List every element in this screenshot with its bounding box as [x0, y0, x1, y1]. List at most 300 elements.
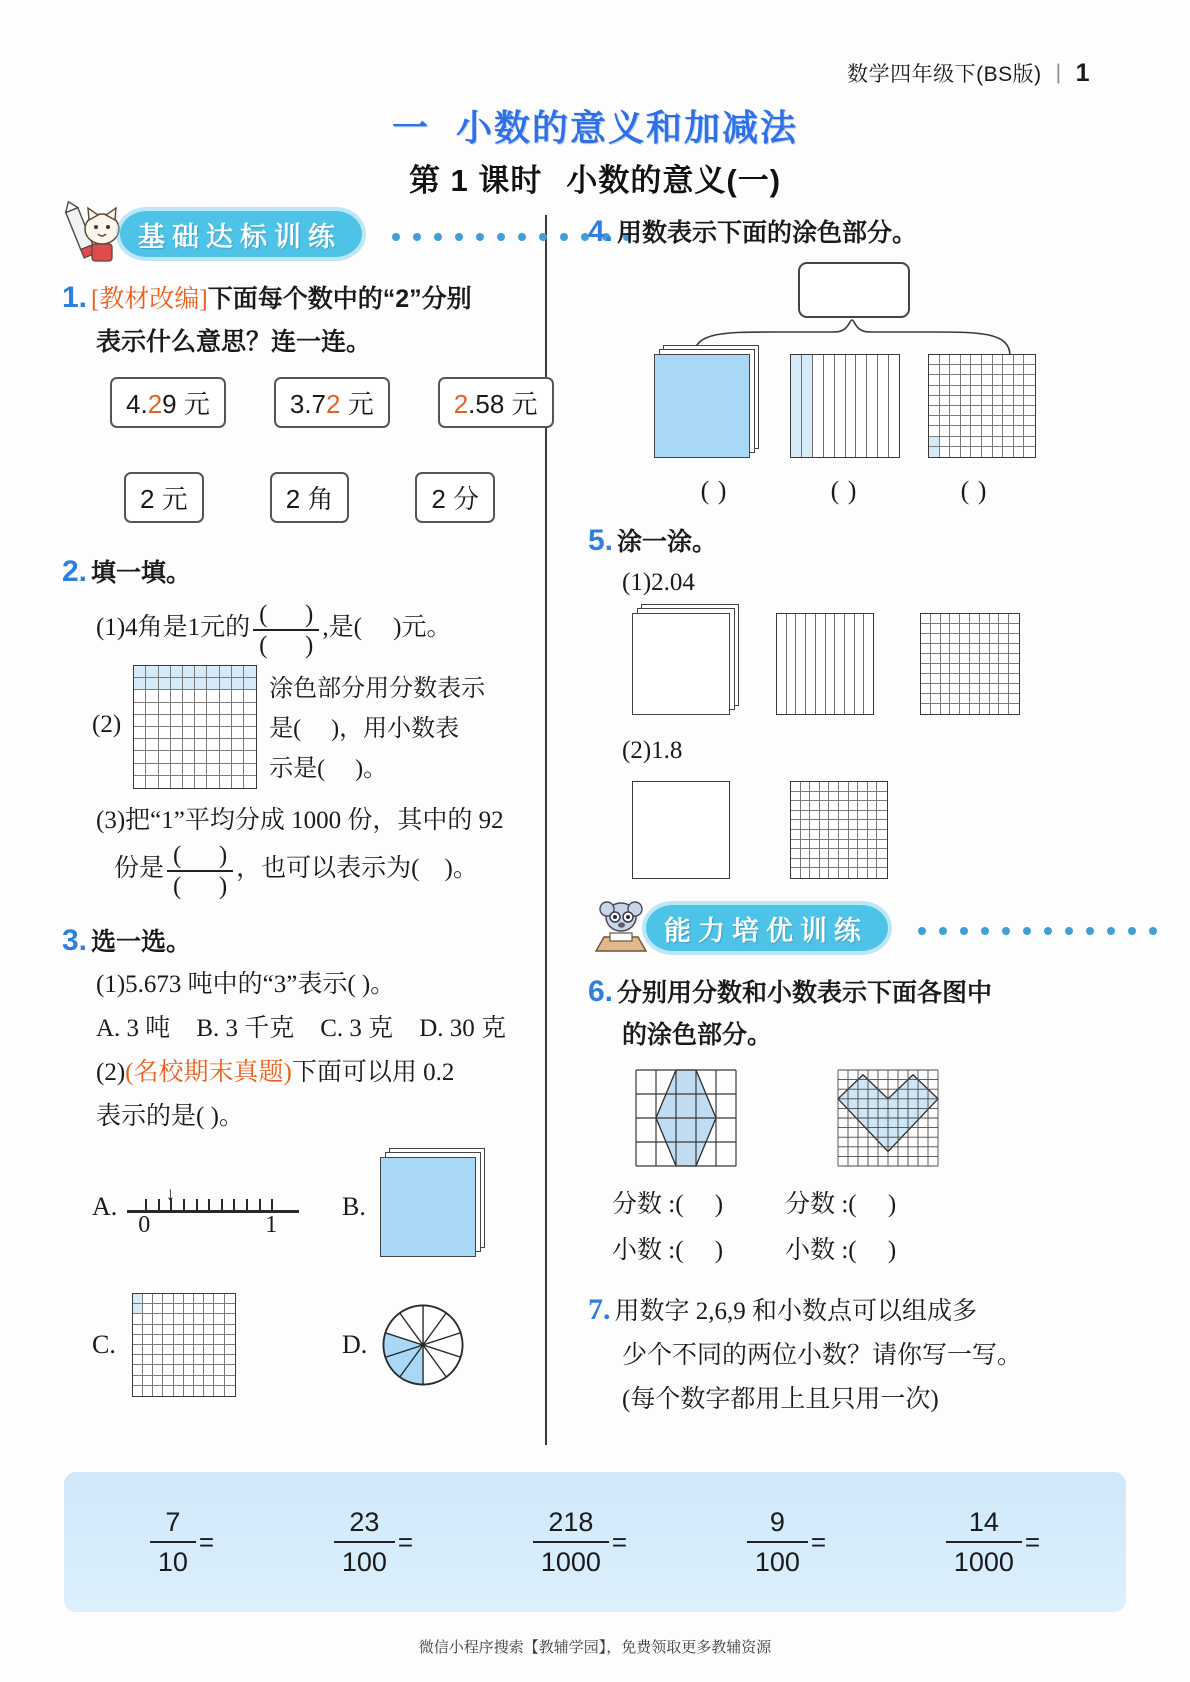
grid-cell	[244, 727, 256, 739]
fraction-blank[interactable]: $\frac{( )}{( )}$	[167, 843, 233, 900]
grid-cell	[941, 664, 951, 674]
fraction-blank[interactable]: $\frac{( )}{( )}$	[253, 602, 319, 659]
grid-cell	[1009, 684, 1019, 694]
grid-cell	[232, 703, 244, 715]
grid-cell	[134, 764, 146, 776]
grid-cell	[940, 416, 951, 426]
grid-strip	[864, 614, 873, 714]
grid-cell	[858, 782, 868, 792]
grid-cell	[982, 437, 993, 447]
grid-cell	[877, 859, 887, 869]
grid-cell	[174, 1376, 184, 1386]
footer-fraction[interactable]	[533, 1505, 627, 1579]
grid-cell	[990, 634, 1000, 644]
grid-cell	[244, 764, 256, 776]
grid-cell	[225, 1314, 235, 1324]
grid-cell	[877, 782, 887, 792]
grid-cell	[971, 365, 982, 375]
grid-cell	[868, 801, 878, 811]
grid-cell	[153, 1325, 163, 1335]
grid-cell	[960, 614, 970, 624]
grid-cell	[1024, 416, 1035, 426]
grid-cell	[1003, 437, 1014, 447]
figure-option-c[interactable]	[92, 1293, 342, 1397]
grid-cell	[961, 355, 972, 365]
grid-cell	[829, 859, 839, 869]
grid-cell	[820, 830, 830, 840]
grid-cell	[204, 1314, 214, 1324]
grid-cell	[244, 776, 256, 788]
grid-strip	[816, 614, 826, 714]
grid-cell	[849, 859, 859, 869]
value-box-highlight: 2	[326, 389, 341, 419]
grid-cell	[950, 704, 960, 714]
badge-dots	[918, 927, 1157, 935]
grid-cell	[214, 1335, 224, 1345]
question-7	[588, 1288, 1058, 1422]
grid-cell	[791, 811, 801, 821]
grid-cell	[990, 614, 1000, 624]
grid-cell	[1003, 426, 1014, 436]
grid-cell	[921, 644, 931, 654]
grid-cell	[858, 868, 868, 878]
grid-cell	[194, 1335, 204, 1345]
question-5-part1-label: (1)2.04	[622, 569, 695, 596]
figure-option-d[interactable]	[342, 1293, 469, 1397]
grid-cell	[194, 1355, 204, 1365]
answer-blank[interactable]: ( )	[830, 476, 858, 505]
grid-cell	[820, 811, 830, 821]
grid-cell	[207, 678, 219, 690]
grid-cell	[829, 792, 839, 802]
grid-cell	[134, 727, 146, 739]
footer-fraction[interactable]	[747, 1505, 826, 1579]
grid-cell	[971, 386, 982, 396]
question-4	[588, 211, 1058, 506]
grid-cell	[204, 1325, 214, 1335]
grid-cell	[1003, 355, 1014, 365]
grid-cell	[159, 727, 171, 739]
grid-cell	[950, 654, 960, 664]
answer-box[interactable]	[798, 262, 910, 318]
grid-cell	[184, 1294, 194, 1304]
grid-cell	[810, 792, 820, 802]
grid-cell	[220, 764, 232, 776]
grid-cell	[1009, 634, 1019, 644]
grid-cell	[940, 375, 951, 385]
grid-cell	[858, 830, 868, 840]
figure-option-b[interactable]	[342, 1157, 476, 1257]
tick-mark	[145, 1199, 147, 1211]
grid-cell	[931, 624, 941, 634]
square-stack-blank-icon[interactable]	[632, 613, 730, 715]
question-2-title-wrap	[62, 551, 532, 594]
lesson-name: 小数的意义(一)	[566, 163, 782, 198]
grid-cell	[207, 727, 219, 739]
grid-cell	[858, 849, 868, 859]
grid-cell	[791, 782, 801, 792]
answer-blank[interactable]: ( )	[960, 476, 988, 505]
grid-cell	[143, 1294, 153, 1304]
header-separator: |	[1055, 61, 1062, 84]
grid-cell	[174, 1304, 184, 1314]
question-5-part1-figures	[632, 613, 1058, 715]
footer-fraction[interactable]	[150, 1505, 214, 1579]
grid-cell	[1003, 375, 1014, 385]
equals-sign: =	[611, 1526, 628, 1557]
question-6-number: 6.	[588, 975, 614, 1008]
option-c[interactable]: C. 3 克	[320, 1015, 394, 1042]
fraction-answer-close[interactable]: )	[887, 1191, 897, 1218]
grid-cell	[220, 727, 232, 739]
question-6-figures	[628, 1066, 1058, 1170]
grid-cell	[791, 849, 801, 859]
section-header-advanced	[588, 899, 1058, 965]
question-6-line1: 分别用分数和小数表示下面各图中	[617, 979, 993, 1007]
book-title: 数学四年级下(BS版)	[847, 63, 1042, 86]
blue-square-stack-icon	[380, 1157, 476, 1257]
grid-cell	[980, 664, 990, 674]
grid-cell	[849, 811, 859, 821]
grid-cell	[940, 437, 951, 447]
grid-cell	[940, 386, 951, 396]
grid-cell	[829, 868, 839, 878]
tick-mark	[271, 1199, 273, 1211]
grid-cell	[214, 1304, 224, 1314]
grid-cell	[999, 664, 1009, 674]
grid-cell	[171, 751, 183, 763]
question-7-line3: (每个数字都用上且只用一次)	[622, 1386, 939, 1413]
grid-cell	[993, 386, 1004, 396]
grid-cell	[1009, 664, 1019, 674]
grid-cell	[801, 811, 811, 821]
question-1-top-boxes	[110, 377, 538, 428]
grid-cell	[877, 868, 887, 878]
grid-cell	[801, 840, 811, 850]
grid-cell	[990, 664, 1000, 674]
grid-cell	[801, 849, 811, 859]
grid-cell	[929, 375, 940, 385]
fraction-answer-label: 分数 :(	[612, 1191, 684, 1218]
grid-cell	[791, 840, 801, 850]
grid-cell	[877, 820, 887, 830]
question-4-title-wrap	[588, 211, 1058, 254]
grid-cell	[960, 664, 970, 674]
grid-cell	[990, 654, 1000, 664]
grid-cell	[960, 644, 970, 654]
grid-cell	[950, 664, 960, 674]
grid-cell	[225, 1325, 235, 1335]
grid-cell	[839, 811, 849, 821]
grid-cell	[868, 859, 878, 869]
footer-fraction[interactable]	[946, 1505, 1040, 1579]
grid-cell	[225, 1355, 235, 1365]
fraction-numerator: 9	[747, 1505, 808, 1543]
grid-cell	[232, 751, 244, 763]
grid-cell	[220, 715, 232, 727]
grid-cell	[961, 406, 972, 416]
grid-cell	[810, 868, 820, 878]
value-box[interactable]	[438, 377, 554, 428]
grid-cell	[950, 406, 961, 416]
grid-cell	[184, 1304, 194, 1314]
grid-cell	[791, 830, 801, 840]
grid-cell	[999, 624, 1009, 634]
grid-cell	[174, 1294, 184, 1304]
grid-cell	[971, 426, 982, 436]
decimal-answer-close[interactable]: )	[887, 1237, 897, 1264]
q2-p2-line3: 示是(	[269, 756, 326, 782]
lesson-number: 第 1 课时	[408, 163, 543, 198]
grid-cell	[184, 1386, 194, 1396]
grid-cell	[941, 654, 951, 664]
question-1	[62, 277, 538, 523]
grid-cell	[159, 678, 171, 690]
grid-cell	[990, 674, 1000, 684]
grid-cell	[225, 1294, 235, 1304]
grid-cell	[839, 868, 849, 878]
option-b[interactable]: B. 3 千克	[196, 1015, 295, 1042]
figure-option-a[interactable]	[92, 1157, 342, 1257]
grid-cell	[194, 1314, 204, 1324]
option-a[interactable]: A. 3 吨	[96, 1015, 171, 1042]
grid-cell	[810, 811, 820, 821]
decimal-answer-label: 小数 :(	[785, 1237, 857, 1264]
grid-cell	[1009, 694, 1019, 704]
cat-pencil-mascot-icon	[62, 201, 128, 265]
grid-cell	[868, 820, 878, 830]
grid-cell	[133, 1294, 143, 1304]
grid-strip	[856, 355, 867, 457]
grid-cell	[999, 644, 1009, 654]
grid-cell	[810, 820, 820, 830]
value-box-highlight: 2	[453, 389, 469, 419]
grid-cell	[970, 684, 980, 694]
grid-cell	[232, 739, 244, 751]
grid-cell	[921, 634, 931, 644]
grid-cell	[143, 1335, 153, 1345]
grid-cell	[1024, 365, 1035, 375]
grid-cell	[153, 1294, 163, 1304]
grid-cell	[183, 739, 195, 751]
grid-cell	[829, 849, 839, 859]
question-2-part1	[96, 602, 532, 659]
grid-cell	[950, 365, 961, 375]
grid-cell	[1003, 416, 1014, 426]
grid-cell	[1009, 614, 1019, 624]
grid-cell	[1014, 365, 1025, 375]
grid-cell	[921, 624, 931, 634]
grid-cell	[153, 1304, 163, 1314]
grid-cell	[171, 739, 183, 751]
footer-fraction[interactable]	[334, 1505, 413, 1579]
figure-d-label: D.	[342, 1330, 368, 1359]
footer-note: 微信小程序搜索【教辅学园】，免费领取更多教辅资源	[418, 1639, 772, 1656]
number-line-icon	[127, 1184, 299, 1238]
grid-cell	[940, 355, 951, 365]
option-d[interactable]: D. 30 克	[419, 1015, 506, 1042]
grid-cell	[858, 801, 868, 811]
grid-cell	[153, 1314, 163, 1324]
grid-cell	[171, 690, 183, 702]
grid-cell	[214, 1365, 224, 1375]
grid-cell	[214, 1325, 224, 1335]
grid-cell	[232, 690, 244, 702]
value-box[interactable]	[110, 377, 226, 428]
grid-cell	[232, 715, 244, 727]
grid-cell	[143, 1304, 153, 1314]
question-6	[588, 971, 1058, 1274]
grid-cell	[183, 703, 195, 715]
grid-cell	[195, 666, 207, 678]
grid-cell	[232, 678, 244, 690]
grid-cell	[931, 684, 941, 694]
pie-chart-10-slices-icon	[377, 1299, 469, 1391]
grid-cell	[993, 406, 1004, 416]
grid-cell	[184, 1376, 194, 1386]
strip-grid-icon	[790, 354, 900, 458]
grid-cell	[993, 375, 1004, 385]
grid-cell	[195, 764, 207, 776]
grid-cell	[868, 792, 878, 802]
grid-cell	[940, 396, 951, 406]
grid-cell	[220, 703, 232, 715]
grid-cell	[849, 792, 859, 802]
grid-cell	[244, 690, 256, 702]
question-1-line1: 下面每个数中的“2”分别	[207, 285, 472, 313]
grid-cell	[204, 1294, 214, 1304]
match-box[interactable]: 2 元	[124, 472, 204, 523]
grid-cell	[171, 703, 183, 715]
grid-cell	[858, 859, 868, 869]
grid-cell	[183, 751, 195, 763]
grid-cell	[1009, 674, 1019, 684]
strip-grid-blank-icon[interactable]	[776, 613, 874, 715]
equals-sign: =	[198, 1526, 215, 1557]
grid-cell	[868, 830, 878, 840]
grid-cell	[820, 820, 830, 830]
grid-cell	[1024, 437, 1035, 447]
grid-cell	[929, 355, 940, 365]
grid-cell	[801, 782, 811, 792]
grid-cell	[971, 447, 982, 457]
grid-10x10-blank-icon[interactable]	[790, 781, 888, 879]
grid-heart-shape-icon[interactable]	[830, 1066, 946, 1170]
q2-p3-line1: 把“1”平均分成 1000 份，其中的 92	[125, 807, 504, 834]
grid-cell	[877, 849, 887, 859]
question-7-line1: 用数字 2,6,9 和小数点可以组成多	[614, 1298, 978, 1325]
grid-hourglass-shape-icon[interactable]	[628, 1066, 744, 1170]
grid-strip	[787, 614, 797, 714]
q2-p2-label: (2)	[92, 711, 122, 738]
grid-cell	[194, 1376, 204, 1386]
q3-p2-text-a: 下面可以用 0.2	[291, 1059, 455, 1086]
figure-a-label: A.	[92, 1192, 118, 1221]
fraction-answer-close[interactable]: )	[714, 1191, 724, 1218]
question-3-part2-line1	[96, 1051, 532, 1095]
value-box-post: .58 元	[468, 389, 538, 419]
grid-cell	[174, 1345, 184, 1355]
tick-mark	[196, 1199, 198, 1211]
answer-blank[interactable]: ( )	[700, 476, 728, 505]
tick-label-1: 1	[265, 1212, 278, 1238]
grid-cell	[194, 1386, 204, 1396]
answer-group-2	[785, 1182, 896, 1274]
grid-cell	[868, 840, 878, 850]
grid-cell	[961, 437, 972, 447]
question-5-title: 涂一涂。	[617, 528, 718, 556]
grid-cell	[993, 426, 1004, 436]
square-blank-icon[interactable]	[632, 781, 730, 879]
value-box-pre: 3.7	[289, 389, 326, 419]
grid-strip	[802, 355, 813, 457]
grid-cell	[204, 1345, 214, 1355]
grid-cell	[225, 1365, 235, 1375]
fraction-answer-label: 分数 :(	[785, 1191, 857, 1218]
decimal-answer-close[interactable]: )	[714, 1237, 724, 1264]
grid-cell	[134, 703, 146, 715]
figure-b-label: B.	[342, 1192, 366, 1221]
match-box[interactable]: 2 分	[415, 472, 495, 523]
grid-cell	[194, 1345, 204, 1355]
grid-cell	[970, 654, 980, 664]
grid-cell	[232, 666, 244, 678]
grid-cell	[839, 792, 849, 802]
decimal-answer-label: 小数 :(	[612, 1237, 684, 1264]
grid-cell	[982, 355, 993, 365]
grid-cell	[146, 776, 158, 788]
grid-cell	[159, 690, 171, 702]
grid-cell	[207, 703, 219, 715]
grid-cell	[183, 727, 195, 739]
question-6-line2-wrap	[622, 1014, 1058, 1056]
grid-cell	[941, 684, 951, 694]
grid-cell	[207, 751, 219, 763]
value-box[interactable]	[274, 377, 390, 428]
question-3-part2-line2: 表示的是( )。	[96, 1103, 244, 1130]
grid-10x10-blank-icon[interactable]	[920, 613, 1020, 715]
grid-cell	[931, 614, 941, 624]
grid-cell	[225, 1376, 235, 1386]
grid-strip	[813, 355, 824, 457]
grid-cell	[929, 396, 940, 406]
grid-cell	[174, 1314, 184, 1324]
grid-cell	[990, 624, 1000, 634]
match-box[interactable]: 2 角	[270, 472, 350, 523]
value-box-post: 元	[340, 389, 374, 419]
grid-cell	[134, 690, 146, 702]
grid-cell	[941, 614, 951, 624]
grid-cell	[829, 811, 839, 821]
shaded-grid-10x10[interactable]	[133, 665, 257, 789]
grid-cell	[950, 437, 961, 447]
grid-cell	[820, 801, 830, 811]
grid-cell	[1024, 447, 1035, 457]
grid-cell	[820, 782, 830, 792]
grid-cell	[163, 1335, 173, 1345]
grid-cell	[1014, 437, 1025, 447]
grid-cell	[195, 727, 207, 739]
grid-cell	[960, 634, 970, 644]
grid-cell	[1014, 406, 1025, 416]
grid-cell	[970, 674, 980, 684]
grid-cell	[950, 644, 960, 654]
grid-cell	[820, 859, 830, 869]
grid-cell	[921, 674, 931, 684]
grid-cell	[950, 375, 961, 385]
grid-cell	[146, 727, 158, 739]
grid-cell	[1024, 355, 1035, 365]
